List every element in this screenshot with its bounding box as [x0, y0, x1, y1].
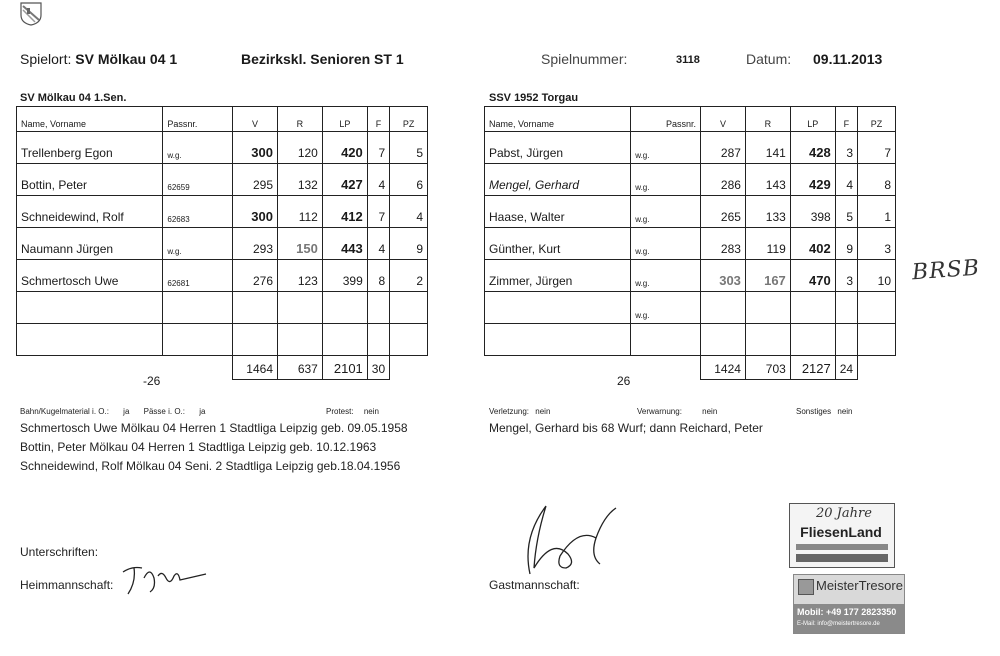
bahn-label: Bahn/Kugelmaterial i. O.: [20, 407, 109, 416]
player-pz: 7 [858, 132, 896, 164]
guest-score-table [484, 106, 896, 380]
player-passnr: w.g. [631, 228, 701, 260]
meistertresore-name: MeisterTresore [816, 578, 903, 593]
safe-icon [798, 579, 814, 595]
table-row [485, 132, 896, 164]
player-f: 7 [367, 196, 389, 228]
total-r: 637 [278, 356, 323, 380]
league-name: Bezirkskl. Senioren ST 1 [241, 51, 404, 67]
col-pz: PZ [858, 107, 896, 132]
player-passnr: 62683 [163, 196, 233, 228]
guest-signature [500, 498, 630, 580]
col-name: Name, Vorname [485, 107, 631, 132]
table-row [17, 164, 428, 196]
protest-value: nein [363, 407, 379, 416]
player-lp: 398 [790, 196, 835, 228]
total-lp: 2101 [322, 356, 367, 380]
player-v: 286 [701, 164, 746, 196]
col-v: V [701, 107, 746, 132]
player-f: 4 [835, 164, 857, 196]
handwritten-margin-note: BRSB [911, 255, 981, 286]
total-lp: 2127 [790, 356, 835, 380]
player-pz: 10 [858, 260, 896, 292]
player-r: 123 [278, 260, 323, 292]
bahn-value: ja [123, 407, 130, 416]
total-r: 703 [745, 356, 790, 380]
player-r: 141 [745, 132, 790, 164]
datum-value: 09.11.2013 [813, 51, 883, 67]
note-line-3: Schneidewind, Rolf Mölkau 04 Seni. 2 Stadtliga Leipzig geb.18.04.1956 [20, 459, 401, 473]
table-row-empty [17, 324, 428, 356]
fliesenland-name: FliesenLand [800, 524, 882, 540]
total-f: 24 [835, 356, 857, 380]
player-pz: 8 [858, 164, 896, 196]
guest-signature-label: Gastmannschaft: [489, 578, 580, 592]
home-score-table [16, 106, 428, 380]
note-line-2: Bottin, Peter Mölkau 04 Herren 1 Stadtliga Leipzig geb. 10.12.1963 [20, 440, 377, 454]
player-r: 120 [278, 132, 323, 164]
protest-info [326, 407, 379, 416]
player-passnr: w.g. [163, 132, 233, 164]
player-f: 9 [835, 228, 857, 260]
signatures-label: Unterschriften: [20, 545, 99, 559]
player-f: 8 [367, 260, 389, 292]
player-name: Trellenberg Egon [17, 132, 163, 164]
verwarnung-info [637, 407, 717, 416]
col-v: V [233, 107, 278, 132]
verwarnung-label: Verwarnung: [637, 407, 682, 416]
player-f: 4 [367, 164, 389, 196]
player-r: 112 [278, 196, 323, 228]
player-f: 5 [835, 196, 857, 228]
player-passnr: w.g. [631, 132, 701, 164]
player-r: 133 [745, 196, 790, 228]
guest-diff: 26 [617, 374, 631, 388]
player-f: 3 [835, 132, 857, 164]
player-v: 287 [701, 132, 746, 164]
player-name: Zimmer, Jürgen [485, 260, 631, 292]
player-name: Schneidewind, Rolf [17, 196, 163, 228]
player-lp: 443 [322, 228, 367, 260]
player-lp: 428 [790, 132, 835, 164]
col-pz: PZ [390, 107, 428, 132]
meistertresore-phone: Mobil: +49 177 2823350 [797, 607, 897, 617]
col-passnr: Passnr. [163, 107, 233, 132]
totals-row [485, 356, 896, 380]
player-lp: 412 [322, 196, 367, 228]
col-lp: LP [790, 107, 835, 132]
player-pz: 5 [390, 132, 428, 164]
fliesenland-anniversary: 20 Jahre [816, 506, 872, 521]
spielnummer-value: 3118 [676, 54, 700, 66]
player-v: 300 [233, 132, 278, 164]
table-header-row [485, 107, 896, 132]
player-r: 167 [745, 260, 790, 292]
player-pz: 6 [390, 164, 428, 196]
sonstiges-label: Sonstiges [796, 407, 832, 416]
player-passnr: w.g. [631, 164, 701, 196]
home-diff: -26 [143, 374, 161, 388]
table-row [17, 196, 428, 228]
total-v: 1464 [233, 356, 278, 380]
table-row-empty [485, 292, 896, 324]
guest-team-title: SSV 1952 Torgau [489, 92, 579, 104]
player-passnr: w.g. [631, 196, 701, 228]
player-r: 143 [745, 164, 790, 196]
player-pz: 9 [390, 228, 428, 260]
player-v: 300 [233, 196, 278, 228]
player-lp: 420 [322, 132, 367, 164]
player-lp: 427 [322, 164, 367, 196]
protest-label: Protest: [326, 407, 354, 416]
player-passnr: w.g. [163, 228, 233, 260]
paesse-value: ja [199, 407, 206, 416]
table-row [17, 228, 428, 260]
player-r: 132 [278, 164, 323, 196]
table-row [17, 260, 428, 292]
table-row-empty [485, 324, 896, 356]
player-passnr: 62681 [163, 260, 233, 292]
col-r: R [745, 107, 790, 132]
player-v: 283 [701, 228, 746, 260]
total-v: 1424 [701, 356, 746, 380]
sonstiges-value: nein [837, 407, 853, 416]
player-name: Schmertosch Uwe [17, 260, 163, 292]
col-r: R [278, 107, 323, 132]
spielort-label: Spielort: [20, 51, 72, 67]
spielnummer-label: Spielnummer: [541, 51, 628, 67]
col-f: F [367, 107, 389, 132]
player-lp: 429 [790, 164, 835, 196]
datum-label: Datum: [746, 51, 792, 67]
player-r: 150 [278, 228, 323, 260]
player-pz: 2 [390, 260, 428, 292]
player-passnr: w.g. [631, 260, 701, 292]
verletzung-info [489, 407, 550, 416]
player-v: 293 [233, 228, 278, 260]
bahn-info [20, 407, 205, 416]
player-v: 303 [701, 260, 746, 292]
note-line-1: Schmertosch Uwe Mölkau 04 Herren 1 Stadtliga Leipzig geb. 09.05.1958 [20, 421, 408, 435]
spielort [20, 51, 177, 67]
player-lp: 402 [790, 228, 835, 260]
player-name: Bottin, Peter [17, 164, 163, 196]
player-r: 119 [745, 228, 790, 260]
table-row-empty [17, 292, 428, 324]
player-name: Naumann Jürgen [17, 228, 163, 260]
player-f: 4 [367, 228, 389, 260]
guest-note: Mengel, Gerhard bis 68 Wurf; dann Reichard, Peter [489, 421, 763, 435]
player-passnr: w.g. [631, 292, 701, 324]
player-lp: 470 [790, 260, 835, 292]
table-row [485, 164, 896, 196]
col-passnr: Passnr. [631, 107, 701, 132]
player-v: 295 [233, 164, 278, 196]
table-row [485, 228, 896, 260]
table-row [485, 260, 896, 292]
table-header-row [17, 107, 428, 132]
player-passnr: 62659 [163, 164, 233, 196]
player-name: Haase, Walter [485, 196, 631, 228]
player-lp: 399 [322, 260, 367, 292]
home-team-title: SV Mölkau 04 1.Sen. [20, 92, 127, 104]
fliesenland-address-bar [796, 554, 888, 562]
player-f: 7 [367, 132, 389, 164]
table-row [17, 132, 428, 164]
meistertresore-email: E-Mail: info@meistertresore.de [797, 621, 880, 627]
verwarnung-value: nein [702, 407, 718, 416]
player-name: Pabst, Jürgen [485, 132, 631, 164]
player-pz: 1 [858, 196, 896, 228]
sonstiges-info [796, 407, 853, 416]
home-signature [120, 556, 210, 598]
fliesenland-logo [789, 503, 895, 568]
verletzung-value: nein [535, 407, 551, 416]
col-f: F [835, 107, 857, 132]
col-lp: LP [322, 107, 367, 132]
player-v: 265 [701, 196, 746, 228]
player-pz: 3 [858, 228, 896, 260]
table-row [485, 196, 896, 228]
home-signature-label: Heimmannschaft: [20, 578, 114, 592]
fliesenland-tagline-bar [796, 544, 888, 550]
total-f: 30 [367, 356, 389, 380]
verletzung-label: Verletzung: [489, 407, 530, 416]
player-pz: 4 [390, 196, 428, 228]
meistertresore-logo [793, 574, 905, 634]
paesse-label: Pässe i. O.: [143, 407, 185, 416]
player-name: Mengel, Gerhard [485, 164, 631, 196]
player-name: Günther, Kurt [485, 228, 631, 260]
col-name: Name, Vorname [17, 107, 163, 132]
club-crest-icon [20, 2, 42, 26]
totals-row [17, 356, 428, 380]
spielort-value: SV Mölkau 04 1 [75, 51, 178, 67]
player-f: 3 [835, 260, 857, 292]
player-v: 276 [233, 260, 278, 292]
